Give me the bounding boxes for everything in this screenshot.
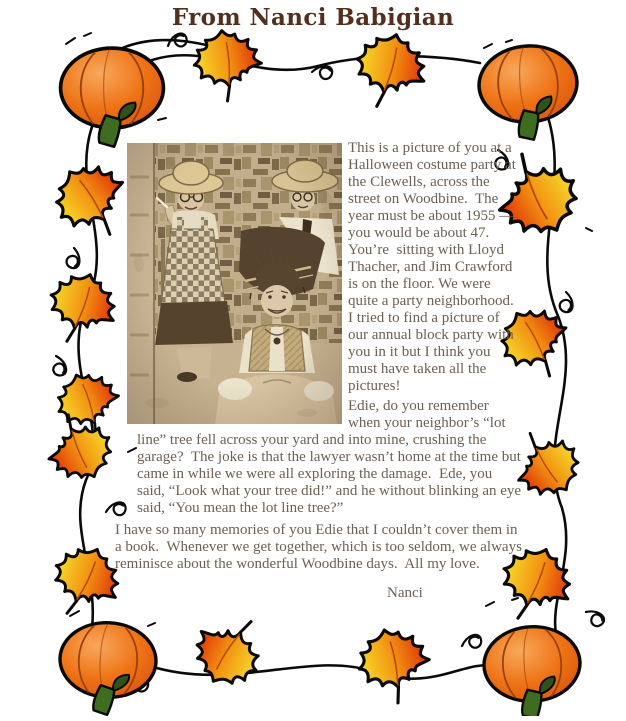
letter-paragraph-1: This is a picture of you at a Halloween costume party at the Clewells, across the street on Woodbine. The year must be about 1955 — you would be about 47. You’re sitting with Lloyd Thacher, and Jim Crawford is on the floor. We were quite a party neighborhood. I tried to find a picture of our annual block party with you in it but I think you must have taken all the pictures! (348, 140, 522, 394)
letter-body (115, 140, 526, 602)
pumpkin-icon (476, 43, 580, 144)
page-title: From Nanci Babigian (171, 4, 455, 31)
pumpkin-icon (57, 620, 158, 716)
signature: Nanci (387, 585, 423, 601)
pumpkin-icon (482, 624, 583, 716)
letter-paragraph-2: Edie, do you remember when your neighbor’s “lot line” tree fell across your yard and into mine, crushing the garage? The joke is that the lawyer wasn’t home at the time but came in while we were all exploring the damage. Ede, you said, “Look what your tree did!” and he without blinking an eye said, “You mean the lot line tree?” (137, 398, 525, 516)
halloween-party-photo-art (127, 143, 342, 424)
pumpkin-icon (61, 48, 164, 147)
halloween-party-photo (127, 143, 342, 424)
letter-paragraph-3: I have so many memories of you Edie that I couldn’t cover them in a book. Whenever we get together, which is too seldom, we always reminisce about the wonderful Woodbine days. All my love. (115, 522, 526, 572)
